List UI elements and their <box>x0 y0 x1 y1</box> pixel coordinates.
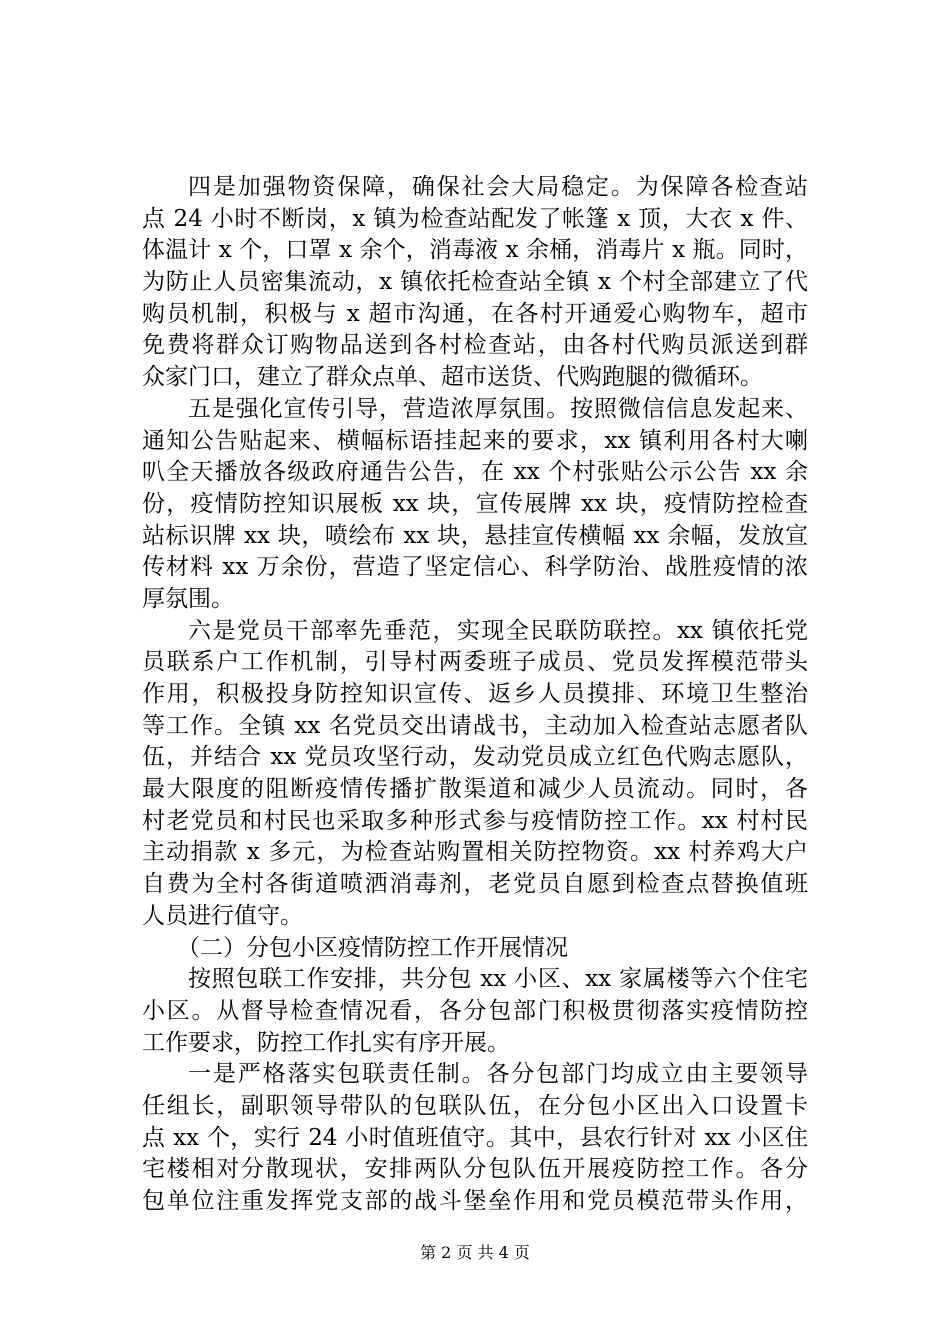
text-line: 等工作。全镇 xx 名党员交出请战书，主动加入检查站志愿者队 <box>142 712 808 739</box>
text-line: 厚氛围。 <box>142 585 234 612</box>
text-line: 任组长，副职领导带队的包联队伍，在分包小区出入口设置卡 <box>142 1092 808 1119</box>
text-line: 村老党员和村民也采取多种形式参与疫情防控工作。xx 村村民 <box>142 807 808 834</box>
text-line: 为防止人员密集流动，x 镇依托检查站全镇 x 个村全部建立了代 <box>142 269 808 296</box>
text-line: 叭全天播放各级政府通告公告，在 xx 个村张贴公示公告 xx 余 <box>142 459 808 486</box>
text-line: 免费将群众订购物品送到各村检查站，由各村代购员派送到群 <box>142 332 808 359</box>
text-line: 宅楼相对分散现状，安排两队分包队伍开展疫防控工作。各分 <box>142 1156 808 1183</box>
text-line: 五是强化宣传引导，营造浓厚氛围。按照微信信息发起来、 <box>188 395 808 422</box>
text-line: 四是加强物资保障，确保社会大局稳定。为保障各检查站 <box>188 174 808 200</box>
text-line: 人员进行值守。 <box>142 902 303 929</box>
text-line: 按照包联工作安排，共分包 xx 小区、xx 家属楼等六个住宅 <box>188 966 808 993</box>
section-heading: （二）分包小区疫情防控工作开展情况 <box>177 934 568 961</box>
page-footer: 第 2 页 共 4 页 <box>420 1243 530 1262</box>
text-line: 自费为全村各街道喷洒消毒剂，老党员自愿到检查点替换值班 <box>142 871 808 898</box>
text-line: 包单位注重发挥党支部的战斗堡垒作用和党员模范带头作用， <box>142 1188 808 1214</box>
text-line: 小区。从督导检查情况看，各分包部门积极贯彻落实疫情防控 <box>142 997 808 1024</box>
text-line: 员联系户工作机制，引导村两委班子成员、党员发挥模范带头 <box>142 649 808 676</box>
text-line: 点 xx 个，实行 24 小时值班值守。其中，县农行针对 xx 小区住 <box>142 1124 808 1151</box>
text-line: 一是严格落实包联责任制。各分包部门均成立由主要领导 <box>188 1061 808 1088</box>
text-line: 作用，积极投身防控知识宣传、返乡人员摸排、环境卫生整治 <box>142 681 808 707</box>
text-line: 份，疫情防控知识展板 xx 块，宣传展牌 xx 块，疫情防控检查 <box>142 490 808 517</box>
text-line: 众家门口，建立了群众点单、超市送货、代购跑腿的微循环。 <box>142 364 763 391</box>
text-line: 站标识牌 xx 块，喷绘布 xx 块，悬挂宣传横幅 xx 余幅，发放宣 <box>142 522 808 549</box>
text-line: 传材料 xx 万余份，营造了坚定信心、科学防治、战胜疫情的浓 <box>142 554 808 581</box>
text-line: 点 24 小时不断岗，x 镇为检查站配发了帐篷 x 顶，大衣 x 件、 <box>142 205 808 232</box>
text-line: 购员机制，积极与 x 超市沟通，在各村开通爱心购物车，超市 <box>142 300 808 327</box>
text-line: 工作要求，防控工作扎实有序开展。 <box>142 1029 510 1056</box>
text-line: 最大限度的阻断疫情传播扩散渠道和减少人员流动。同时，各 <box>142 776 808 803</box>
text-line: 六是党员干部率先垂范，实现全民联防联控。xx 镇依托党 <box>188 617 808 644</box>
text-line: 体温计 x 个，口罩 x 余个，消毒液 x 余桶，消毒片 x 瓶。同时， <box>142 237 808 264</box>
text-line: 通知公告贴起来、横幅标语挂起来的要求，xx 镇利用各村大喇 <box>142 427 808 454</box>
document-body <box>142 172 808 1218</box>
text-line: 伍，并结合 xx 党员攻坚行动，发动党员成立红色代购志愿队， <box>142 744 808 771</box>
text-line: 主动捐款 x 多元，为检查站购置相关防控物资。xx 村养鸡大户 <box>142 839 808 866</box>
